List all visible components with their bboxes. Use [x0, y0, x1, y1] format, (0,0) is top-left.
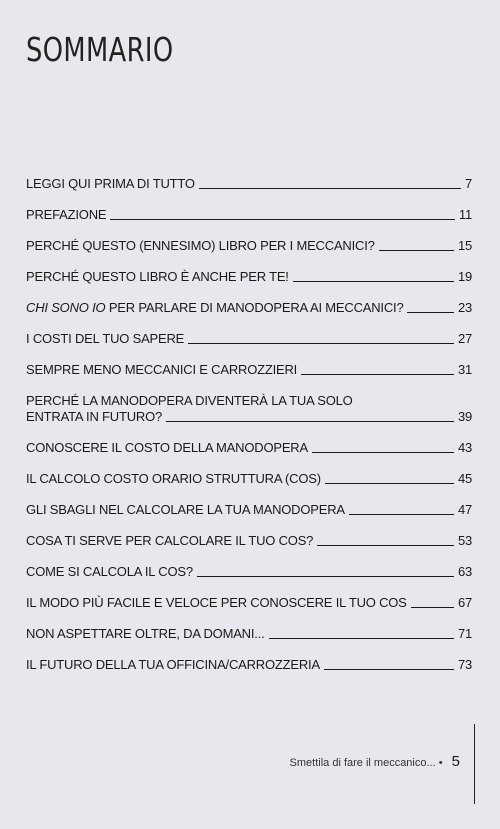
toc-entry-line2 [26, 409, 472, 425]
toc-entry-title-line2: ENTRATA IN FUTURO? [26, 409, 163, 424]
running-title: Smettila di fare il meccanico... [289, 757, 436, 769]
page-title: SOMMARIO [26, 30, 174, 69]
toc-entry-title: LEGGI QUI PRIMA DI TUTTO [26, 176, 195, 191]
footer-bullet: • [438, 757, 443, 769]
dot-leader [324, 669, 454, 670]
page-footer [290, 753, 460, 770]
toc-entry [26, 564, 472, 580]
toc-entry-page: 7 [464, 176, 472, 191]
toc-entry [26, 238, 472, 254]
toc-entry-page: 43 [457, 440, 472, 455]
toc-entry-title: CONOSCERE IL COSTO DELLA MANODOPERA [26, 440, 308, 455]
toc-entry [26, 533, 472, 549]
toc-entry-page: 11 [458, 207, 472, 222]
dot-leader [407, 312, 453, 313]
toc-entry-page: 73 [457, 657, 472, 672]
dot-leader [110, 219, 455, 220]
toc-entry-page: 71 [457, 626, 472, 641]
toc-entry-title: PERCHÉ QUESTO LIBRO È ANCHE PER TE! [26, 269, 289, 284]
toc-entry-title: PERCHÉ QUESTO (ENNESIMO) LIBRO PER I MECCANICI? [26, 238, 375, 253]
toc-entry-page: 27 [457, 331, 472, 346]
dot-leader [199, 188, 461, 189]
toc-entry [26, 440, 472, 456]
toc-entry-page: 31 [457, 362, 472, 377]
toc-entry-page: 45 [457, 471, 472, 486]
toc-entry-page: 47 [457, 502, 472, 517]
toc-entry-title [26, 300, 403, 316]
toc-entry-title: IL CALCOLO COSTO ORARIO STRUTTURA (COS) [26, 471, 321, 486]
toc-entry-title-line1: PERCHÉ LA MANODOPERA DIVENTERÀ LA TUA SOLO [26, 393, 353, 408]
dot-leader [301, 374, 454, 375]
toc-entry [26, 626, 472, 642]
toc-entry [26, 502, 472, 518]
dot-leader [379, 250, 454, 251]
toc-entry-page: 39 [457, 409, 472, 424]
toc-entry-title: COME SI CALCOLA IL COS? [26, 564, 193, 579]
toc-entry [26, 471, 472, 487]
toc-entry-title: SEMPRE MENO MECCANICI E CARROZZIERI [26, 362, 298, 377]
dot-leader [312, 452, 454, 453]
toc-entry [26, 300, 472, 316]
toc-entry-title: IL FUTURO DELLA TUA OFFICINA/CARROZZERIA [26, 657, 320, 672]
toc-entry-title: I COSTI DEL TUO SAPERE [26, 331, 185, 346]
toc-entry-title: PREFAZIONE [26, 207, 107, 222]
dot-leader [411, 607, 454, 608]
table-of-contents [26, 176, 472, 688]
toc-entry-page: 53 [457, 533, 472, 548]
toc-entry-page: 19 [457, 269, 472, 284]
dot-leader [325, 483, 454, 484]
footer-divider [474, 724, 475, 804]
toc-entry-title-italic: CHI SONO IO [26, 300, 106, 315]
toc-entry-page: 23 [457, 300, 472, 315]
toc-entry-title: IL MODO PIÙ FACILE E VELOCE PER CONOSCERE IL TUO COS [26, 595, 407, 610]
dot-leader [317, 545, 454, 546]
toc-entry [26, 595, 472, 611]
toc-entry [26, 176, 472, 192]
toc-entry-title: COSA TI SERVE PER CALCOLARE IL TUO COS? [26, 533, 314, 548]
dot-leader [197, 576, 454, 577]
page-number: 5 [451, 753, 460, 770]
toc-entry [26, 331, 472, 347]
toc-entry-page: 63 [457, 564, 472, 579]
toc-entry-page: 67 [457, 595, 472, 610]
toc-entry [26, 269, 472, 285]
toc-entry [26, 362, 472, 378]
dot-leader [166, 421, 454, 422]
toc-entry [26, 393, 472, 425]
dot-leader [349, 514, 454, 515]
toc-entry [26, 657, 472, 673]
toc-entry-title: GLI SBAGLI NEL CALCOLARE LA TUA MANODOPERA [26, 502, 345, 517]
dot-leader [269, 638, 454, 639]
dot-leader [188, 343, 454, 344]
dot-leader [293, 281, 454, 282]
toc-entry-title-rest: PER PARLARE DI MANODOPERA AI MECCANICI? [105, 300, 404, 315]
toc-entry [26, 207, 472, 223]
toc-entry-page: 15 [457, 238, 472, 253]
toc-entry-title: NON ASPETTARE OLTRE, DA DOMANI... [26, 626, 265, 641]
